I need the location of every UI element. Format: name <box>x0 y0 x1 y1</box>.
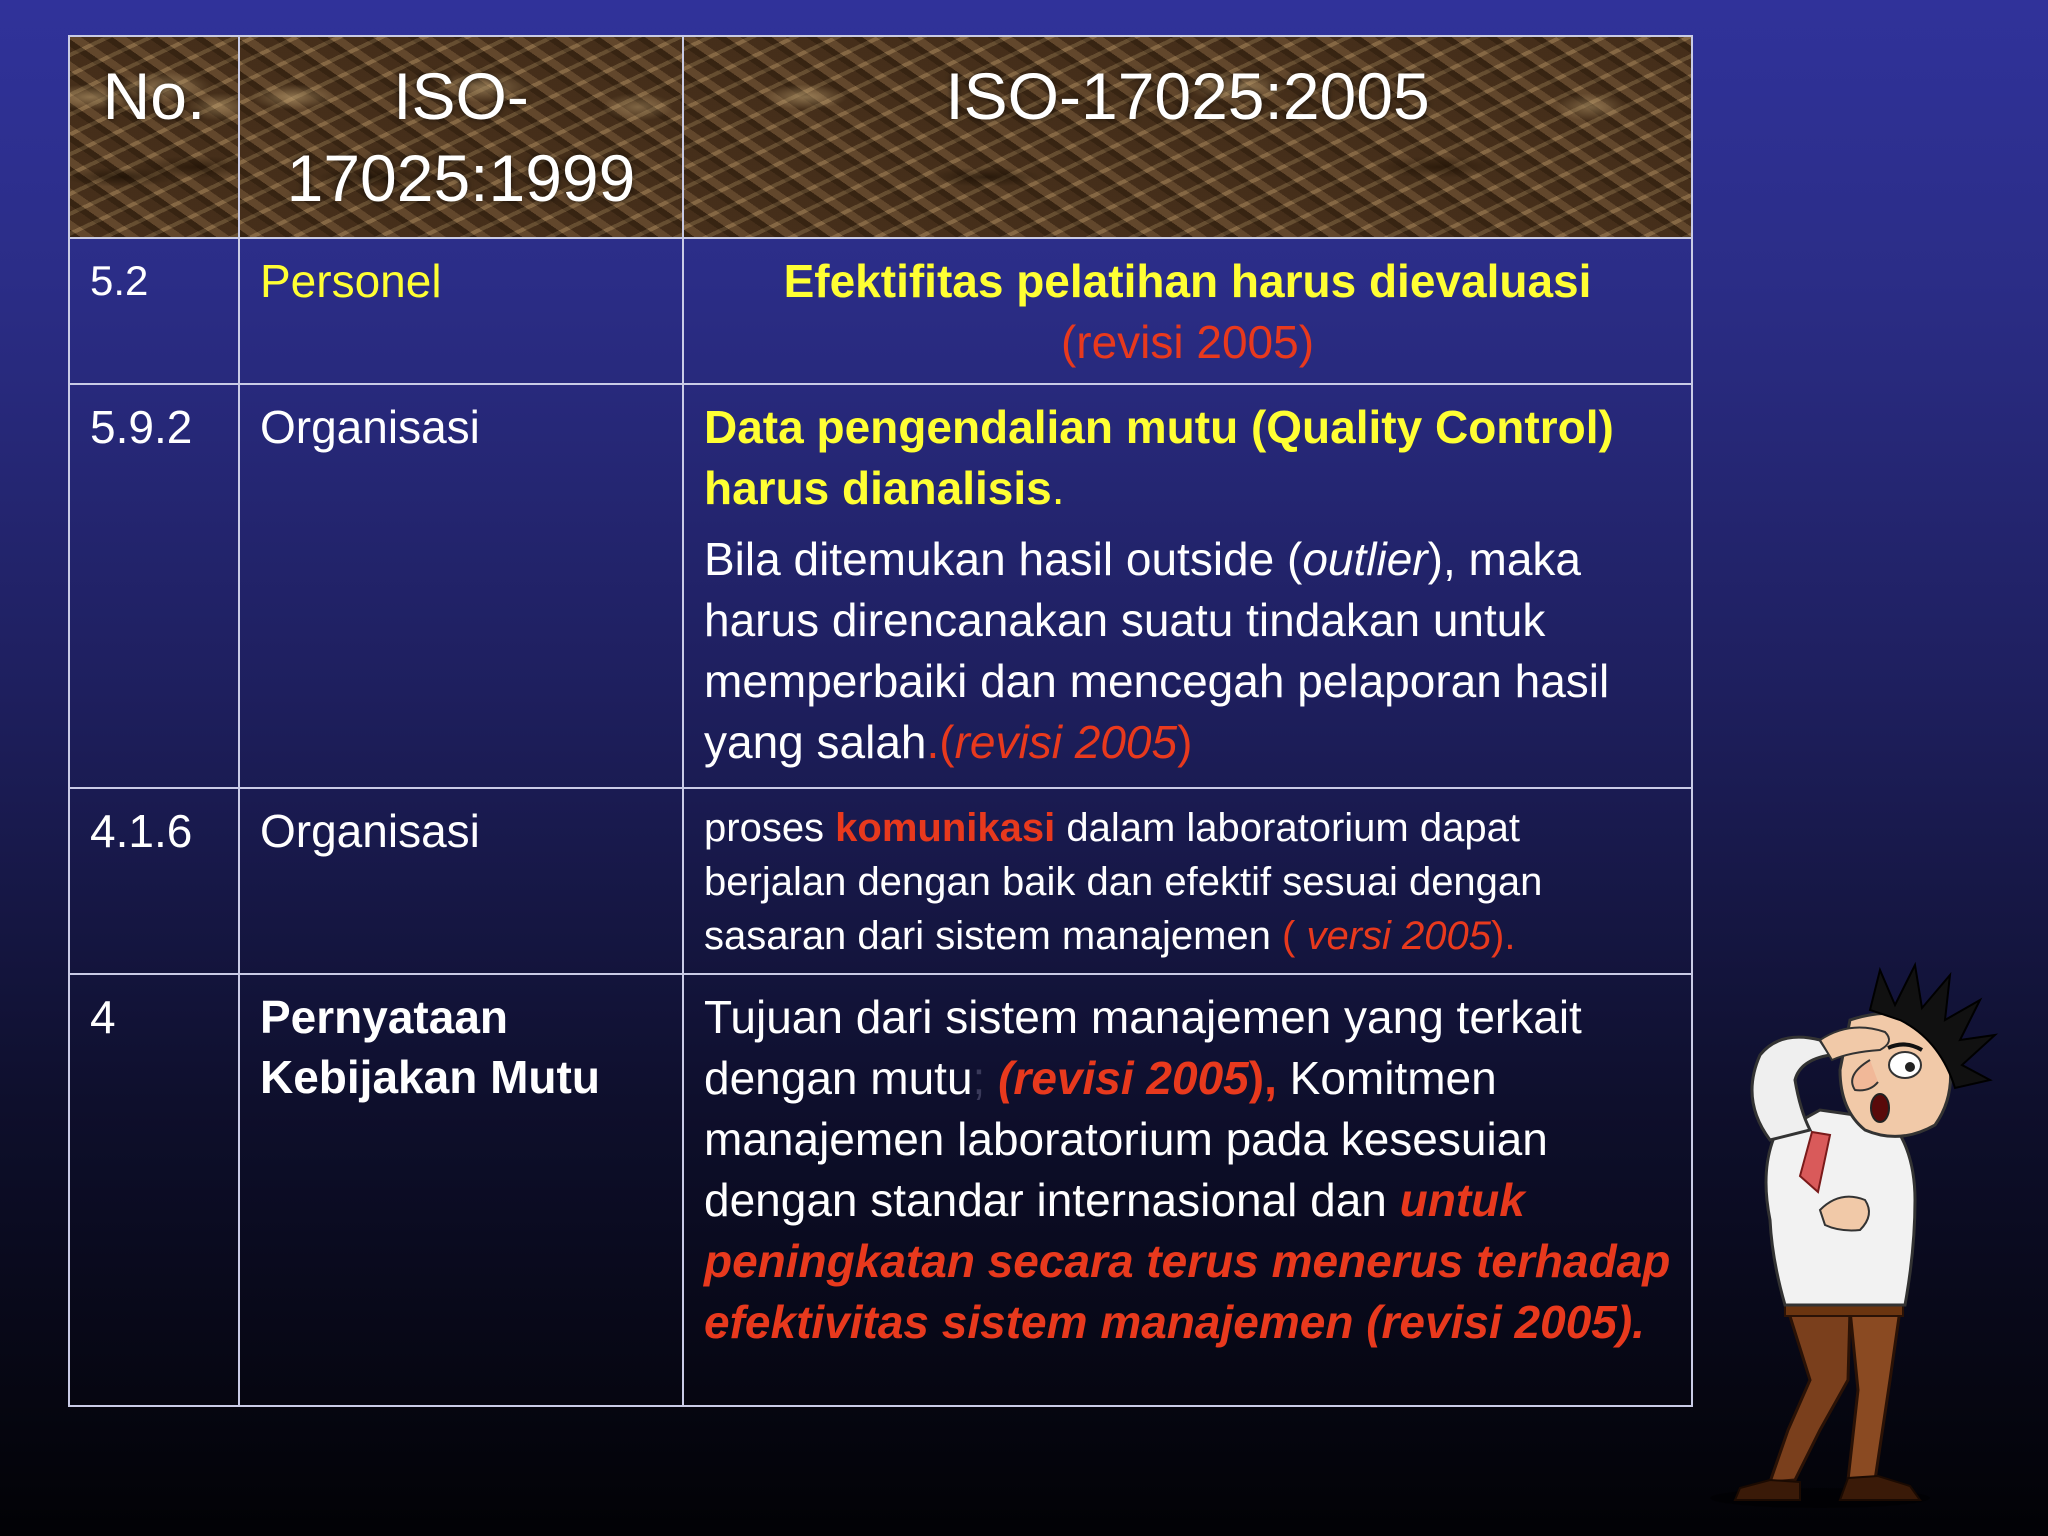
revision-note: (revisi 2005) <box>1060 316 1315 368</box>
header-no <box>69 36 239 238</box>
worried-businessman-cartoon <box>1700 960 2048 1520</box>
change-text: proses <box>704 806 836 850</box>
row-iso-2005-change <box>683 238 1692 384</box>
row-number: 4 <box>69 974 239 1406</box>
row-iso-2005-change <box>683 788 1692 974</box>
clause-line2: Kebijakan Mutu <box>260 1051 600 1103</box>
revision-note-open: .( <box>926 716 955 768</box>
komunikasi-term: komunikasi <box>835 806 1056 850</box>
revision-note-close: ), <box>1248 1052 1277 1104</box>
revision-note-close: ). <box>1491 914 1516 958</box>
table-row <box>69 238 1692 384</box>
row-iso-1999-clause <box>239 974 683 1406</box>
revision-note: versi 2005 <box>1306 914 1492 958</box>
revision-note: (revisi 2005 <box>985 1052 1249 1104</box>
header-iso-1999-line1: ISO- <box>393 59 529 133</box>
change-text-cont: ), maka harus direncanakan suatu tindakan untuk memperbaiki dan mencegah pelaporan hasil yang salah <box>704 533 1610 768</box>
header-no-text: No. <box>102 59 206 133</box>
row-iso-1999-clause: Organisasi <box>239 384 683 788</box>
change-text: Bila ditemukan hasil outside ( <box>704 533 1303 585</box>
revision-note-close: ) <box>1177 716 1193 768</box>
change-text: Efektifitas pelatihan harus dievaluasi <box>783 255 1592 307</box>
table-header <box>69 36 1692 238</box>
outlier-term: outlier <box>1302 533 1428 585</box>
change-text-cont: Komitmen manajemen laboratorium pada kesesuian dengan standar internasional dan <box>704 1052 1548 1226</box>
header-iso-1999-line2: 17025:1999 <box>286 141 636 215</box>
change-heading: Data pengendalian mutu (Quality Control) harus dianalisis <box>704 401 1614 514</box>
table-row <box>69 974 1692 1406</box>
row-iso-1999-clause: Organisasi <box>239 788 683 974</box>
row-iso-2005-change <box>683 974 1692 1406</box>
row-number: 5.2 <box>69 238 239 384</box>
header-iso-1999 <box>239 36 683 238</box>
table-row <box>69 384 1692 788</box>
table-row <box>69 788 1692 974</box>
header-iso-2005 <box>683 36 1692 238</box>
header-iso-2005-text: ISO-17025:2005 <box>945 59 1430 133</box>
legs <box>1735 1310 1920 1500</box>
improvement-statement: untuk peningkatan secara terus menerus terhadap efektivitas sistem manajemen (revisi 2005). <box>704 1174 1671 1348</box>
change-text: Tujuan dari sistem manajemen yang terkait dengan mutu <box>704 991 1582 1104</box>
revision-note-open: ( <box>1282 914 1307 958</box>
row-iso-1999-clause: Personel <box>239 238 683 384</box>
comparison-table <box>68 35 1693 1407</box>
clause-line1: Pernyataan <box>260 991 509 1043</box>
semicolon: ; <box>972 1052 986 1104</box>
row-iso-2005-change <box>683 384 1692 788</box>
change-heading-dot: . <box>1051 462 1065 514</box>
change-text-cont: dalam laboratorium dapat berjalan dengan baik dan efektif sesuai dengan sasaran dari sistem manajemen <box>704 806 1543 958</box>
row-number: 4.1.6 <box>69 788 239 974</box>
row-number: 5.9.2 <box>69 384 239 788</box>
revision-note: revisi 2005 <box>954 716 1178 768</box>
